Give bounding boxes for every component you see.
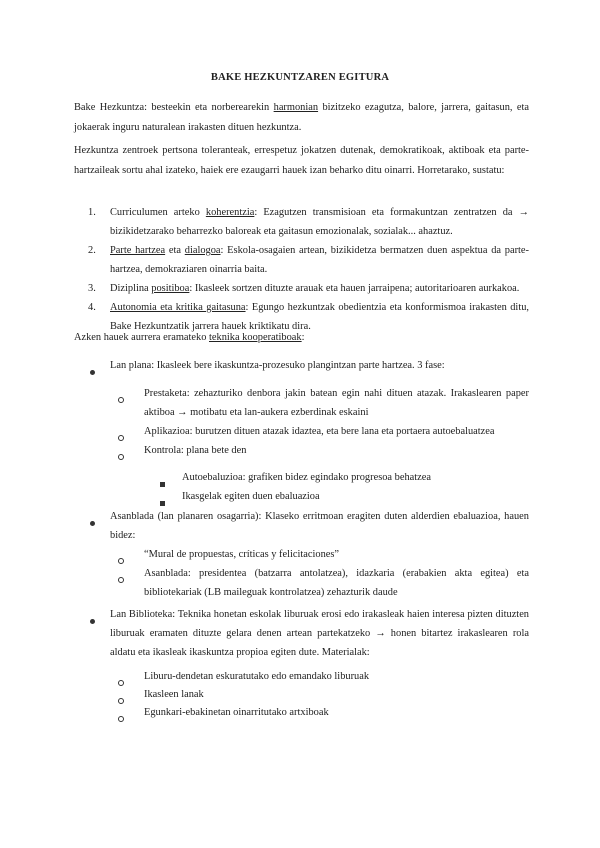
koherentzia-link[interactable]: koherentzia [205, 207, 255, 218]
asanblada-text: Asanblada (lan planaren osagarria): Klaseko erritmoan eragiten duten alderdien ebaluazioa, hauen bidez: [110, 511, 529, 541]
positiboa-link[interactable]: positiboa [151, 283, 190, 294]
second-paragraph: Hezkuntza zentroek pertsona toleranteak, errespetuz jokatzen dutenak, demokratikoak, aktiboak eta parte-hartzaileak sortu ahal izateko, haiek ere ezaugarri hauek izan beharko ditu oinarri. Horretarako, sustatu: [74, 145, 529, 176]
item-text: Parte hartzea eta dialogoa: Eskola-osagaien artean, bizikidetza bermatzen duen aspektua da parte-hartzea, demokraziaren oinarria baita. [110, 245, 530, 275]
item-text: Curriculumen arteko koherentzia: Ezagutzen transmisioan eta formakuntzan zentratzen da → bizikidetzarako beharrezko baloreak eta gaitasun emozionalak, sozialak... ahaztuz. [110, 207, 529, 237]
bullet-circle-icon [118, 397, 124, 403]
parte-hartzea-link[interactable]: Parte hartzea [110, 245, 166, 256]
bullet-square-icon [160, 501, 165, 506]
harmonian-link[interactable]: harmonian [273, 102, 319, 113]
bullet-circle-icon [118, 454, 124, 460]
phase-text: Prestaketa: zehazturiko denbora jakin batean egin nahi dituen atazak. Irakaslearen paper aktiboa → motibatu eta lan-aukera ezberdinak eskaini [144, 388, 529, 418]
intro-paragraph [74, 98, 529, 137]
bullet-circle-icon [118, 716, 124, 722]
item-text: Autonomia eta kritika gaitasuna: Egungo hezkuntzak obedientzia eta konformismoa irakasten ditu, Bake Hezkuntzatik jarrera hauek kriktikatu dira. [110, 302, 529, 332]
sub-item-text: Ikasgelak egiten duen ebaluazioa [182, 491, 320, 502]
bullet-square-icon [160, 482, 165, 487]
intro-text-end: bizitzeko ezagutza, balore, jarrera, gaitasun, eta jokaerak inguru naturalean irakasten dituen hezkuntza. [74, 102, 529, 133]
lan-plana-text: Lan plana: Ikasleek bere ikaskuntza-prozesuko plangintzan parte hartzea. 3 fase: [110, 360, 445, 371]
phase-text: Kontrola: plana bete den [144, 445, 247, 456]
item-number: 3. [88, 283, 96, 294]
page-title: BAKE HEZKUNTZAREN EGITURA [210, 72, 390, 83]
sub-item-text: Autoebaluzioa: grafiken bidez egindako progresoa behatzea [182, 472, 431, 483]
material-text: Egunkari-ebakinetan oinarritutako artxiboak [144, 707, 329, 718]
item-number: 2. [88, 245, 96, 256]
bullet-dot-icon [90, 619, 95, 624]
autonomia-link[interactable]: Autonomia eta kritika gaitasuna [110, 302, 246, 313]
intro-text-start: Bake Hezkuntza: besteekin eta norberearekin [74, 102, 274, 113]
bullet-dot-icon [90, 521, 95, 526]
phase-text: Aplikazioa: burutzen dituen atazak idaztea, eta bere lana eta portaera autoebaluatzea [144, 426, 495, 437]
material-text: Ikasleen lanak [144, 689, 204, 700]
bullet-circle-icon [118, 698, 124, 704]
bullet-circle-icon [118, 558, 124, 564]
asanblada-sub-text: Asanblada: presidentea (batzarra antolatzea), idazkaria (erabakien akta egitea) eta bibliotekariak (LB maileguak kontrolatzea) zehazturik daude [144, 568, 529, 598]
teknika-kooperatiboak-link[interactable]: teknika kooperatiboak [209, 332, 302, 343]
item-text: Diziplina positiboa: Ikasleek sortzen dituzte arauak eta hauen jarraipena; autoritarioaren aurkakoa. [110, 283, 520, 294]
dialogoa-link[interactable]: dialogoa [184, 245, 221, 256]
bullet-circle-icon [118, 680, 124, 686]
material-text: Liburu-dendetan eskuratutako edo emandako liburuak [144, 671, 370, 682]
biblioteka-text: Lan Biblioteka: Teknika honetan eskolak liburuak erosi edo irakasleak haien interesa pizten dituzten liburuak eramaten dituzte gelara denen artean partekatzeko → honen bitartez irakaslearen rola aldatu eta ikasleak ikaskuntza propioa egiten dute. Materialak: [110, 609, 529, 658]
kooperatibo-paragraph: Azken hauek aurrera eramateko teknika kooperatiboak: [74, 332, 305, 343]
asanblada-sub-text: “Mural de propuestas, críticas y felicitaciones” [144, 549, 340, 560]
bullet-dot-icon [90, 370, 95, 375]
item-number: 1. [88, 207, 96, 218]
bullet-circle-icon [118, 435, 124, 441]
bullet-circle-icon [118, 577, 124, 583]
item-number: 4. [88, 302, 96, 313]
